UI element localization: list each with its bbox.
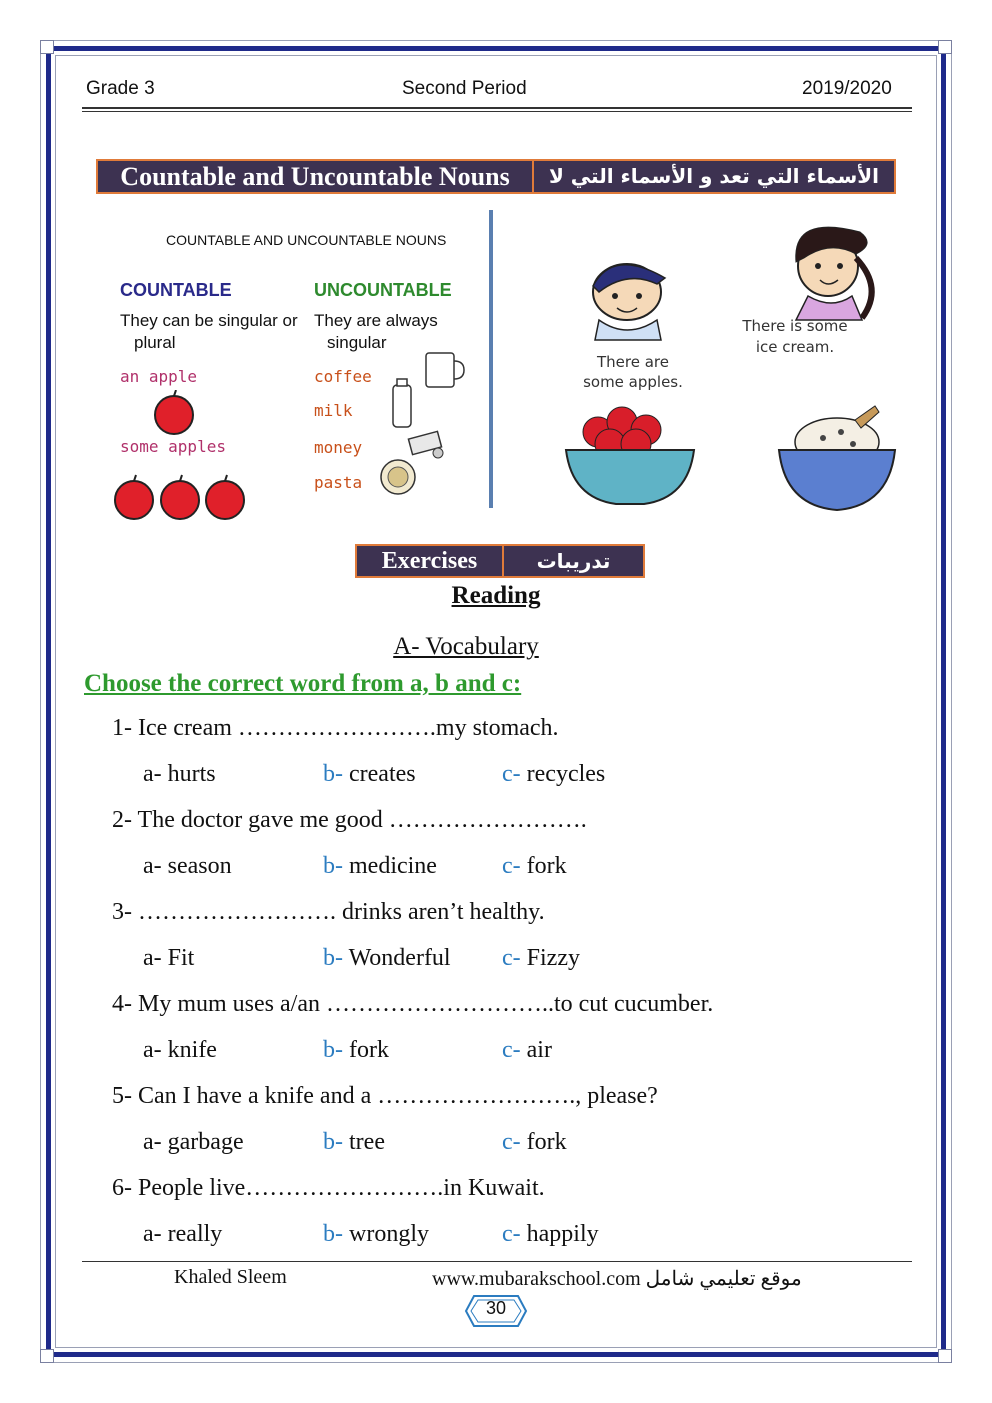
title-banner <box>96 159 896 219</box>
example-an-apple: an apple <box>120 367 198 386</box>
uncountable-label: UNCOUNTABLE <box>314 280 452 300</box>
option-letter: c- <box>502 1129 521 1155</box>
money-icon <box>408 431 443 458</box>
option-letter: b- <box>323 1129 343 1155</box>
pasta-plate-icon <box>381 460 415 494</box>
option-b <box>323 1221 429 1248</box>
apple-icon <box>206 475 244 519</box>
example-pasta: pasta <box>314 473 363 492</box>
uncountable-line2: singular <box>327 333 387 352</box>
option-b <box>323 945 451 972</box>
option-text: Wonderful <box>343 945 451 971</box>
option-letter: c- <box>502 853 521 879</box>
exercises-arabic: تدريبات <box>536 549 611 573</box>
header-year: 2019/2020 <box>802 78 892 99</box>
question-1: 1- Ice cream …………………….my stomach. <box>112 715 559 741</box>
footer-site: www.mubarakschool.com موقع تعليمي شامل <box>432 1268 802 1290</box>
example-coffee: coffee <box>314 367 372 386</box>
uncountable-line1: They are always <box>314 311 438 330</box>
option-text: medicine <box>343 853 437 879</box>
option-a: a- garbage <box>143 1129 244 1155</box>
reading-heading: Reading <box>451 582 541 609</box>
uncountable-items-illustration <box>376 345 468 500</box>
option-text: Fizzy <box>520 945 580 971</box>
footer-author: Khaled Sleem <box>174 1266 287 1288</box>
frame-corner <box>938 1349 952 1363</box>
option-c <box>502 853 567 880</box>
option-text: recycles <box>520 761 606 787</box>
page-number: 30 <box>485 1298 507 1318</box>
exercises-english: Exercises <box>357 546 504 576</box>
apples-illustration <box>110 390 260 522</box>
option-b <box>323 1037 389 1064</box>
apple-bowl-illustration <box>560 392 700 512</box>
apple-icon <box>115 475 153 519</box>
option-c <box>502 945 580 972</box>
option-letter: c- <box>502 1221 521 1247</box>
apple-bowl-icon <box>566 407 694 504</box>
question-3: 3- ……………………. drinks aren’t healthy. <box>112 899 545 925</box>
option-a: a- knife <box>143 1037 217 1063</box>
option-b <box>323 1129 385 1156</box>
footer-divider <box>82 1261 912 1262</box>
question-4: 4- My mum uses a/an ………………………..to cut cucumber. <box>112 991 714 1017</box>
instruction: Choose the correct word from a, b and c: <box>84 670 522 697</box>
option-a: a- really <box>143 1221 223 1247</box>
option-text: wrongly <box>343 1221 429 1247</box>
header-grade: Grade 3 <box>86 78 155 99</box>
option-letter: b- <box>323 1037 343 1063</box>
header-divider <box>82 111 912 112</box>
title-arabic: الأسماء التي تعد و الأسماء التي لا تعد <box>548 164 880 219</box>
example-milk: milk <box>314 401 353 420</box>
girl-caption-line1: There is some <box>742 317 848 335</box>
question-5: 5- Can I have a knife and a ……………………., please? <box>112 1083 658 1109</box>
vocabulary-heading: A- Vocabulary <box>393 633 539 660</box>
option-letter: b- <box>323 853 343 879</box>
option-text: air <box>520 1037 552 1063</box>
option-letter: b- <box>323 1221 343 1247</box>
exercises-banner <box>355 544 645 578</box>
boy-caption-line2: some apples. <box>583 373 683 391</box>
example-some-apples: some apples <box>120 437 226 456</box>
option-letter: b- <box>323 761 343 787</box>
apple-icon <box>155 390 193 434</box>
option-letter: c- <box>502 761 521 787</box>
header-divider <box>82 107 912 109</box>
option-letter: b- <box>323 945 343 971</box>
option-a: a- Fit <box>143 945 195 971</box>
question-6: 6- People live…………………….in Kuwait. <box>112 1175 545 1201</box>
frame-corner <box>40 1349 54 1363</box>
option-c <box>502 1221 599 1248</box>
countable-label: COUNTABLE <box>120 280 232 300</box>
option-text: fork <box>520 853 567 879</box>
option-c <box>502 1129 567 1156</box>
girl-icon <box>796 227 872 320</box>
header-period: Second Period <box>402 78 527 99</box>
milk-bottle-icon <box>393 379 411 427</box>
girl-caption-line2: ice cream. <box>755 338 835 356</box>
option-text: creates <box>343 761 416 787</box>
option-text: fork <box>343 1037 389 1063</box>
option-a: a- season <box>143 853 232 879</box>
question-2: 2- The doctor gave me good ……………………. <box>112 807 587 833</box>
frame-corner <box>938 40 952 54</box>
illustration-divider <box>489 210 493 508</box>
countable-line2: plural <box>134 333 176 352</box>
countable-line1: They can be singular or <box>120 311 298 330</box>
apple-icon <box>161 475 199 519</box>
example-money: money <box>314 438 363 457</box>
option-letter: c- <box>502 1037 521 1063</box>
ice-cream-bowl-illustration <box>775 400 900 518</box>
coffee-mug-icon <box>426 353 464 387</box>
option-text: tree <box>343 1129 385 1155</box>
illustration-heading: COUNTABLE AND UNCOUNTABLE NOUNS <box>166 232 447 248</box>
frame-corner <box>40 40 54 54</box>
ice-cream-bowl-icon <box>779 406 895 510</box>
option-b <box>323 761 416 788</box>
option-b <box>323 853 437 880</box>
option-a: a- hurts <box>143 761 216 787</box>
option-text: fork <box>520 1129 567 1155</box>
option-text: happily <box>520 1221 599 1247</box>
title-english: Countable and Uncountable Nouns <box>98 161 534 192</box>
option-c <box>502 761 605 788</box>
option-c <box>502 1037 552 1064</box>
boy-caption-line1: There are <box>597 353 669 371</box>
option-letter: c- <box>502 945 521 971</box>
boy-icon <box>593 264 665 340</box>
